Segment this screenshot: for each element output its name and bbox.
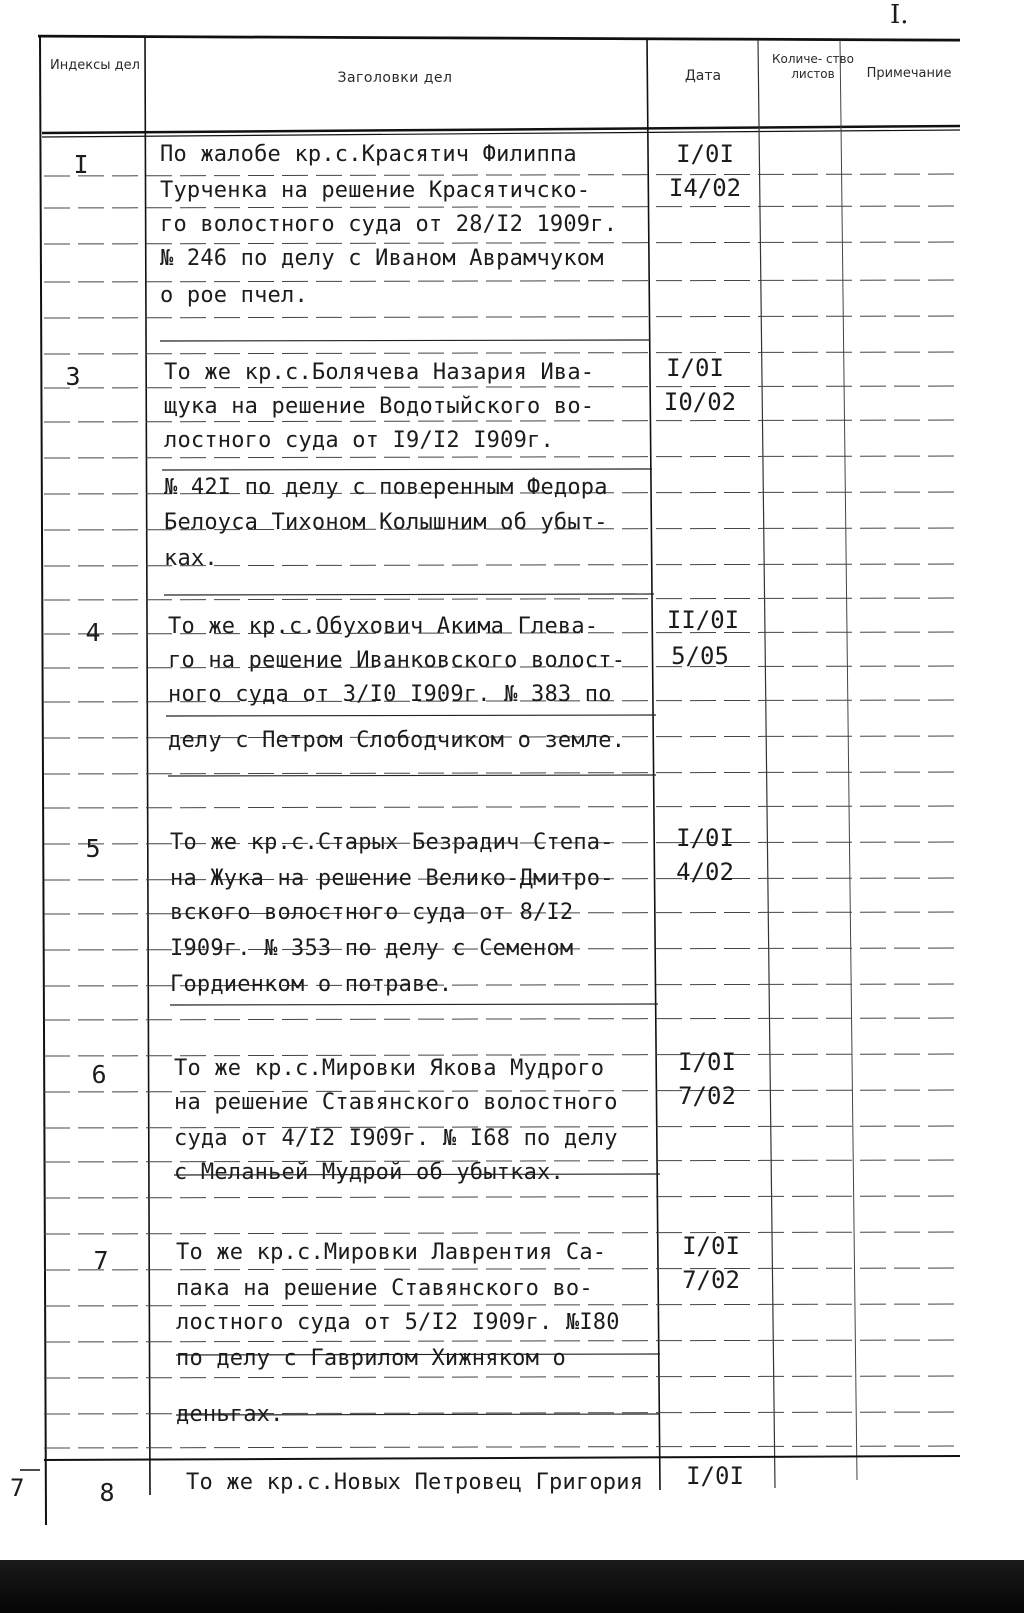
entry-title-line: делу с Петром Слободчиком о земле. <box>168 728 626 753</box>
entry-index: I <box>73 150 89 179</box>
entry-title-line: по делу с Гаврилом Хижняком о <box>176 1346 566 1371</box>
entry-index: 6 <box>91 1060 107 1089</box>
entry-date: I/0I <box>686 1462 744 1490</box>
entry-index: 5 <box>85 834 101 863</box>
entry-title-line: щука на решение Водотыйского во- <box>164 394 595 419</box>
entry-title-line: № 246 по делу с Иваном Аврамчуком <box>160 246 604 271</box>
entry-title-line: на Жука на решение Велико-Дмитро- <box>170 866 614 891</box>
header-sheets: Количе- ство листов <box>772 52 854 81</box>
entry-title-line: лостного суда от I9/I2 I909г. <box>164 428 554 453</box>
entry-title-line: I909г. № 353 по делу с Семеном <box>170 936 574 961</box>
entry-date: I4/02 <box>668 174 742 202</box>
scan-edge-shadow <box>0 1560 1024 1613</box>
entry-title-line: То же кр.с.Мировки Якова Мудрого <box>174 1056 605 1081</box>
entry-title-line: По жалобе кр.с.Красятич Филиппа <box>160 142 577 167</box>
entry-date: I0/02 <box>663 388 737 416</box>
entry-date: I/0I <box>666 354 724 382</box>
entry-index: 8 <box>99 1478 115 1507</box>
entry-title-line: пака на решение Ставянского во- <box>176 1276 593 1301</box>
entry-title-line: То же кр.с.Старых Безрадич Степа- <box>170 830 614 855</box>
entry-title-line: То же кр.с.Новых Петровец Григория <box>186 1470 644 1495</box>
entry-date: I/0I <box>676 140 734 168</box>
entry-index: 3 <box>65 362 81 391</box>
entry-title-line: ках. <box>164 546 218 571</box>
entry-title-line: лостного суда от 5/I2 I909г. №I80 <box>176 1310 620 1335</box>
entry-title-line: на решение Ставянского волостного <box>174 1090 618 1115</box>
entry-title-line: деньгах. <box>176 1402 284 1427</box>
header-date: Дата <box>684 68 722 84</box>
entry-title-line: го на решение Иванковского волост- <box>168 648 626 673</box>
entry-title-line: То же кр.с.Болячева Назария Ива- <box>164 360 595 385</box>
entry-date: I/0I <box>676 824 734 852</box>
entry-title-line: Турченка на решение Красятичско- <box>160 178 591 203</box>
entry-title-line: вского волостного суда от 8/I2 <box>170 900 574 925</box>
entry-title-line: с Меланьей Мудрой об убытках. <box>174 1160 564 1185</box>
entry-date: 4/02 <box>676 858 734 886</box>
entry-title-line: То же кр.с.Мировки Лаврентия Са- <box>176 1240 607 1265</box>
entry-title-line: Белоуса Тихоном Колышним об убыт- <box>164 510 608 535</box>
header-notes: Примечание <box>866 66 952 81</box>
entry-index: 4 <box>85 618 101 647</box>
margin-mark: 7 <box>10 1474 25 1502</box>
entry-title-line: Гордиенком о потраве. <box>170 972 453 997</box>
page-number: I. <box>890 0 909 30</box>
entry-title-line: № 42I по делу с поверенным Федора <box>164 475 608 500</box>
entry-title-line: суда от 4/I2 I909г. № I68 по делу <box>174 1126 618 1151</box>
entry-title-line: То же кр.с.Обухович Акима Глева- <box>168 614 599 639</box>
entry-index: 7 <box>93 1246 109 1275</box>
entry-title-line: го волостного суда от 28/I2 1909г. <box>160 212 618 237</box>
entry-date: II/0I <box>666 606 740 634</box>
entry-date: I/0I <box>678 1048 736 1076</box>
entry-date: I/0I <box>682 1232 740 1260</box>
entry-date: 7/02 <box>678 1082 736 1110</box>
entry-title-line: о рое пчел. <box>160 283 308 308</box>
header-index: Индексы дел <box>50 58 140 73</box>
entry-title-line: ного суда от 3/I0 I909г. № 383 по <box>168 682 612 707</box>
header-title: Заголовки дел <box>337 70 453 86</box>
entry-date: 7/02 <box>682 1266 740 1294</box>
entry-date: 5/05 <box>671 642 729 670</box>
